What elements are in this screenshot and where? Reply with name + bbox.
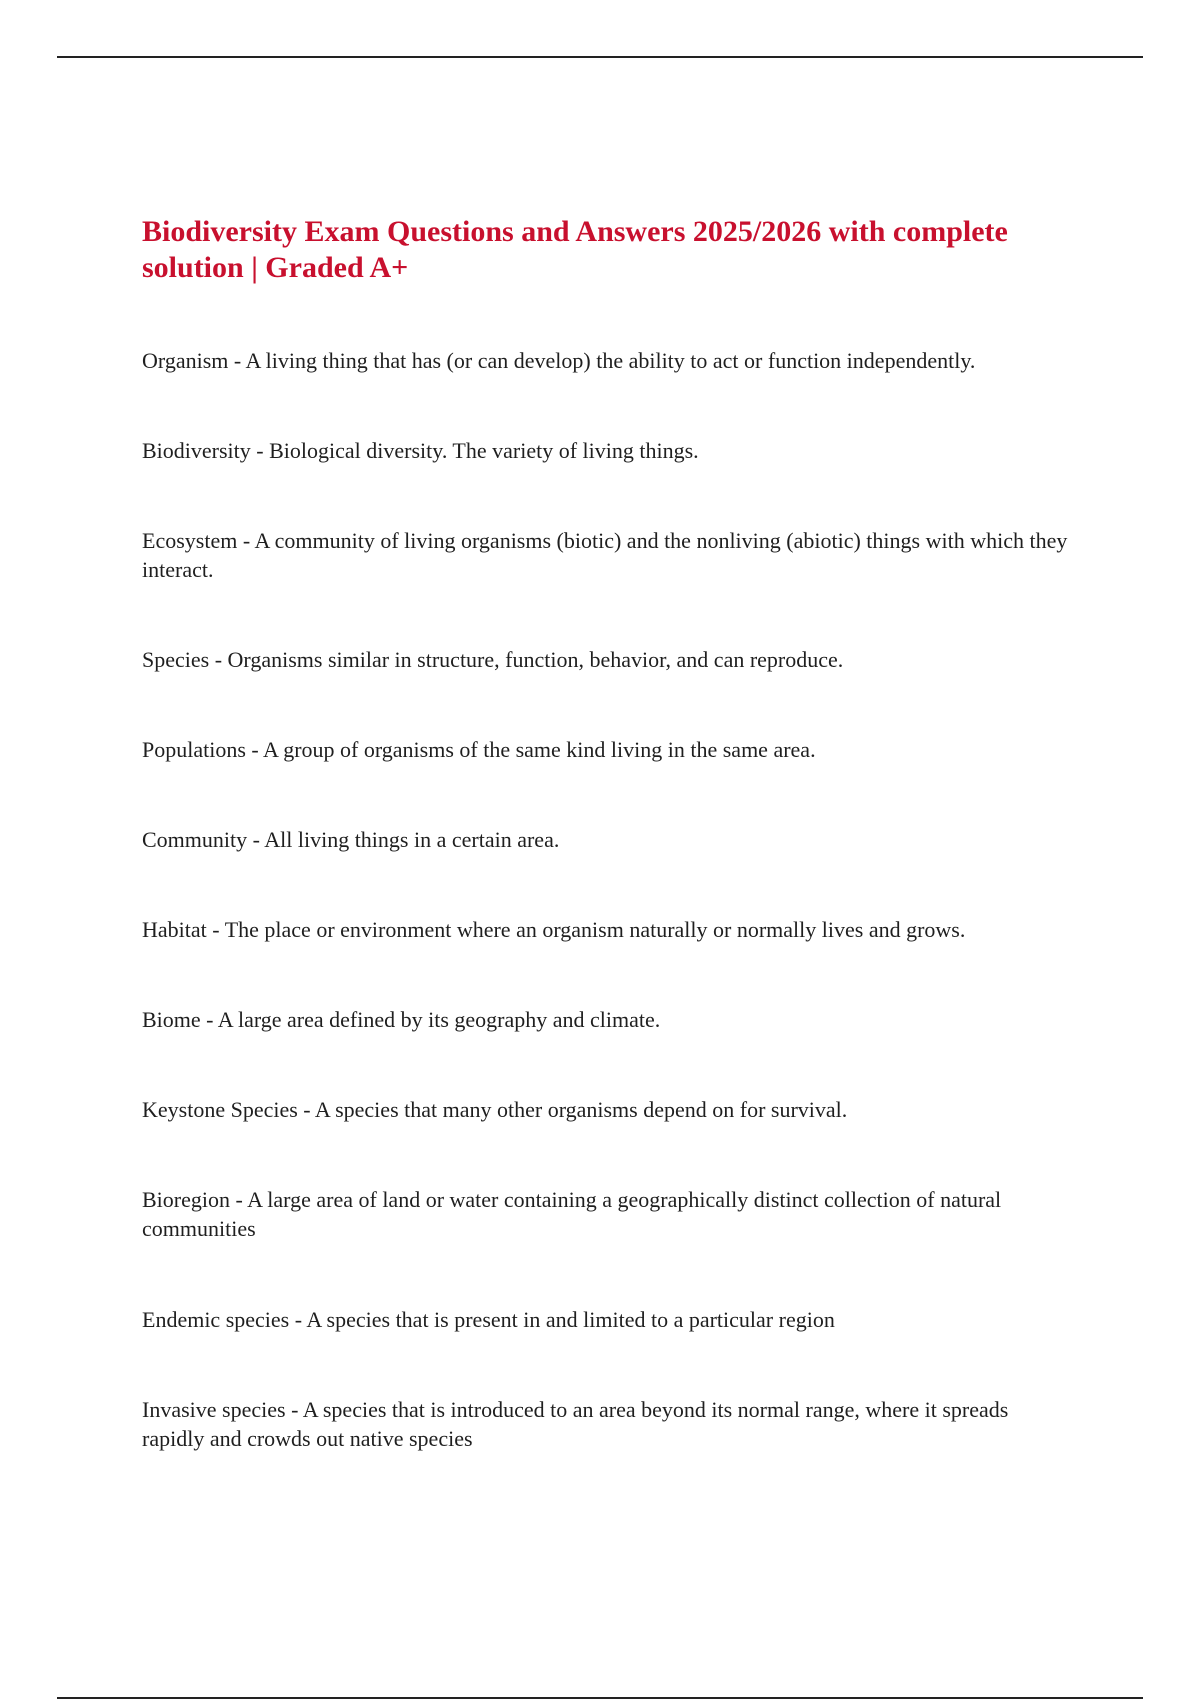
entry-term: Ecosystem bbox=[142, 528, 238, 553]
definition-entry bbox=[142, 346, 1072, 375]
entry-separator: - bbox=[285, 1397, 303, 1422]
entry-term: Endemic species bbox=[142, 1307, 290, 1332]
entry-definition: All living things in a certain area. bbox=[264, 827, 560, 852]
entry-separator: - bbox=[289, 1307, 307, 1332]
entry-separator: - bbox=[228, 348, 246, 373]
entry-separator: - bbox=[237, 528, 255, 553]
entry-term: Invasive species bbox=[142, 1397, 286, 1422]
entry-definition: A community of living organisms (biotic) and the nonliving (abiotic) things with which they interact. bbox=[142, 528, 1068, 582]
definition-entry bbox=[142, 915, 1072, 944]
entry-term: Bioregion bbox=[142, 1187, 230, 1212]
entry-separator: - bbox=[250, 438, 270, 463]
entry-separator: - bbox=[206, 917, 225, 942]
entry-definition: A group of organisms of the same kind living in the same area. bbox=[263, 737, 816, 762]
entry-definition: A species that many other organisms depend on for survival. bbox=[314, 1097, 848, 1122]
definition-entry bbox=[142, 436, 1072, 465]
entry-definition: A living thing that has (or can develop) the ability to act or function independently. bbox=[245, 348, 976, 373]
entry-definition: The place or environment where an organism naturally or normally lives and grows. bbox=[224, 917, 966, 942]
entry-definition: A species that is present in and limited to a particular region bbox=[306, 1307, 835, 1332]
entry-term: Community bbox=[142, 827, 248, 852]
definition-entry bbox=[142, 526, 1072, 584]
entry-separator: - bbox=[247, 827, 265, 852]
entry-definition: Biological diversity. The variety of living things. bbox=[269, 438, 699, 463]
header-rule bbox=[57, 56, 1143, 58]
definition-entry bbox=[142, 1395, 1072, 1453]
definition-entry bbox=[142, 825, 1072, 854]
entry-term: Keystone Species bbox=[142, 1097, 298, 1122]
entry-definition: A large area of land or water containing a geographically distinct collection of natural communities bbox=[142, 1187, 1002, 1241]
definition-entry bbox=[142, 1305, 1072, 1334]
entry-separator: - bbox=[209, 647, 228, 672]
entry-separator: - bbox=[200, 1007, 218, 1032]
entry-term: Populations bbox=[142, 737, 246, 762]
entry-separator: - bbox=[245, 737, 264, 762]
entry-separator: - bbox=[297, 1097, 315, 1122]
document-title: Biodiversity Exam Questions and Answers 2025/2026 with complete solution | Graded A+ bbox=[142, 215, 1008, 284]
entry-term: Species bbox=[142, 647, 210, 672]
definition-entry bbox=[142, 1005, 1072, 1034]
entry-term: Biodiversity bbox=[142, 438, 251, 463]
entry-definition: A species that is introduced to an area beyond its normal range, where it spreads rapidly and crowds out native species bbox=[142, 1397, 1009, 1451]
definition-entry bbox=[142, 735, 1072, 764]
definition-entry bbox=[142, 1095, 1072, 1124]
entry-definition: A large area defined by its geography and climate. bbox=[217, 1007, 661, 1032]
definition-entry bbox=[142, 645, 1072, 674]
definition-entry bbox=[142, 1185, 1072, 1243]
entry-term: Biome bbox=[142, 1007, 201, 1032]
footer-rule bbox=[57, 1697, 1143, 1699]
entry-definition: Organisms similar in structure, function, behavior, and can reproduce. bbox=[227, 647, 844, 672]
entry-term: Habitat bbox=[142, 917, 207, 942]
entry-term: Organism bbox=[142, 348, 229, 373]
entry-separator: - bbox=[230, 1187, 248, 1212]
